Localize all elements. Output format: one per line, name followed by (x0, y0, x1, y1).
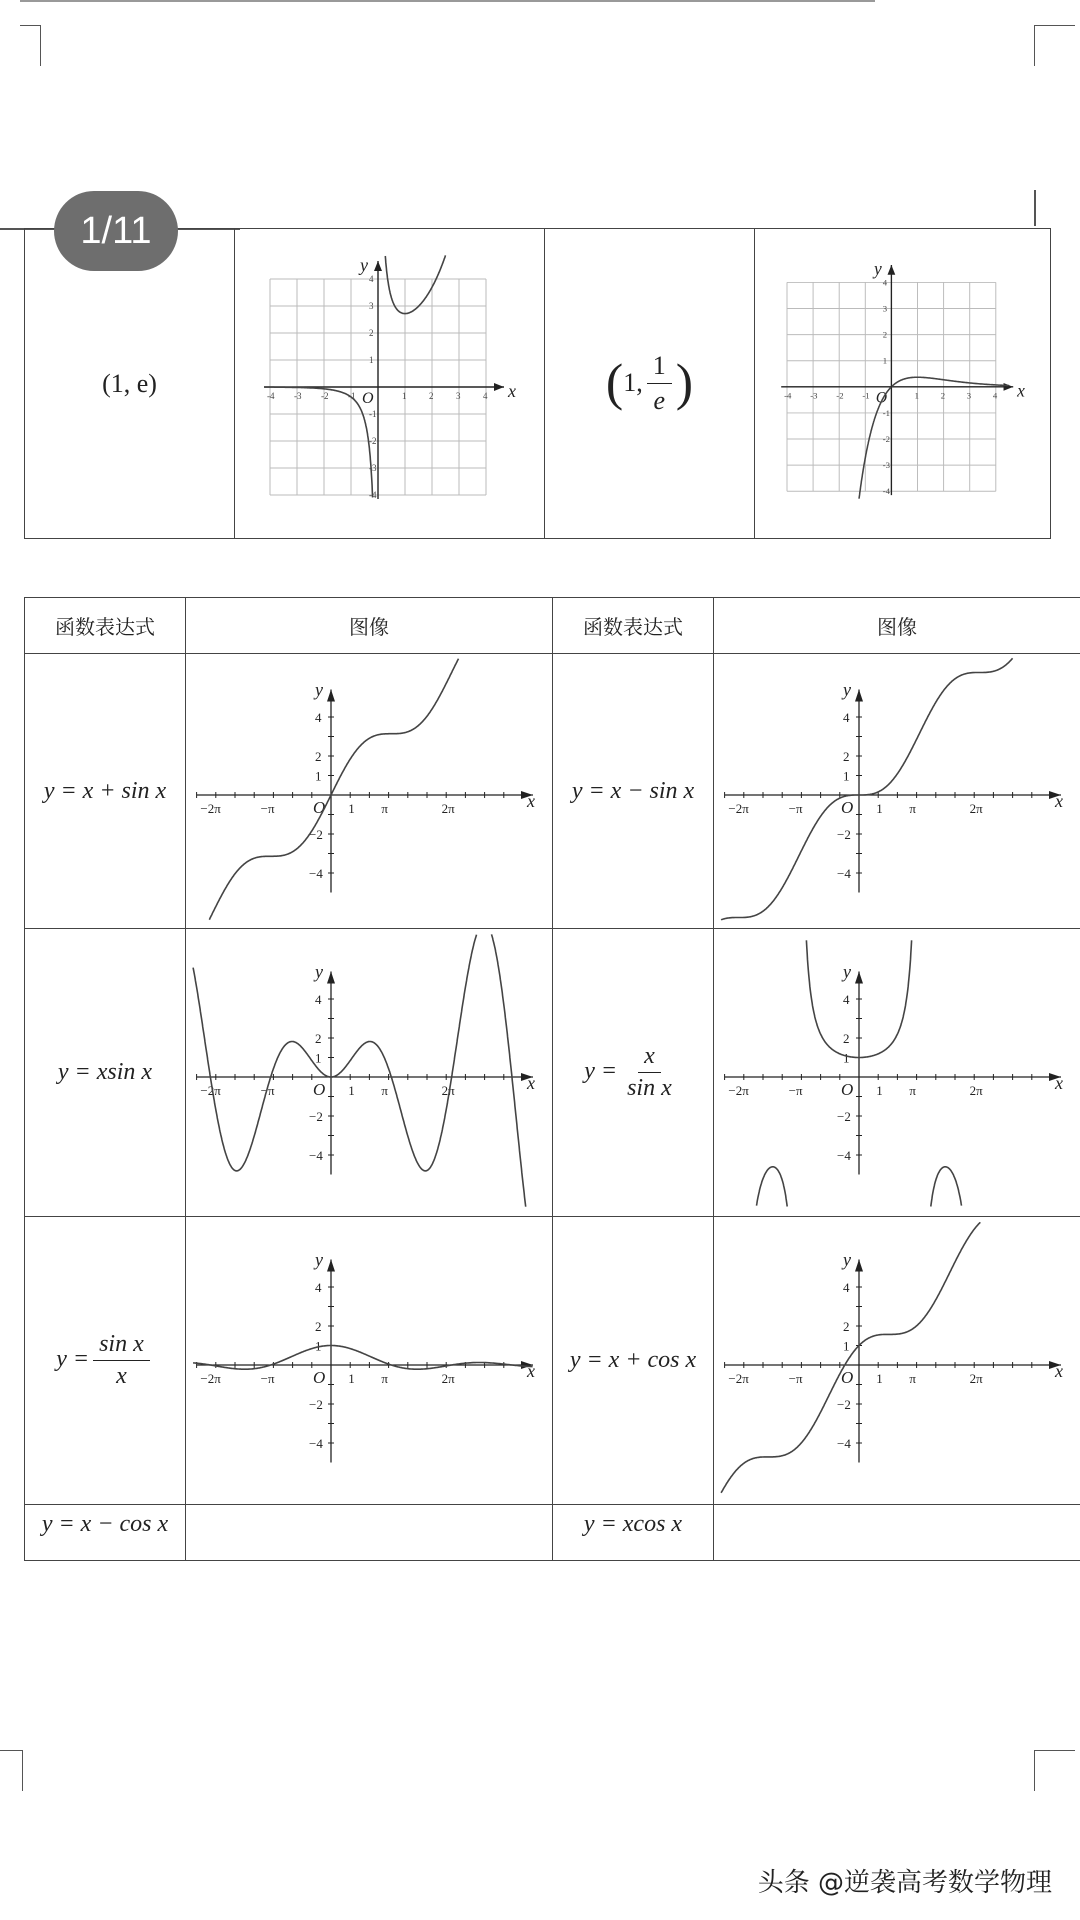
y-tick-label: 1 (315, 768, 322, 784)
x-tick-label: π (909, 1370, 916, 1386)
y-axis-arrow (327, 690, 335, 702)
function-curve (721, 658, 1013, 920)
graph-cell-sin-over-x (186, 1217, 553, 1505)
y-tick-label: 4 (843, 1279, 850, 1295)
x-axis-label: x (1055, 1360, 1063, 1381)
y-tick-label: 1 (843, 1338, 850, 1353)
y-tick-label: -3 (882, 459, 890, 470)
x-tick-label: −π (260, 801, 275, 816)
page-counter-badge[interactable]: 1/11 (54, 191, 178, 271)
y-tick-label: 4 (843, 991, 850, 1007)
top-rule (20, 0, 875, 2)
y-tick-label: -3 (368, 462, 376, 473)
x-tick-label: 2 (428, 390, 433, 401)
y-tick-label: -4 (368, 489, 376, 500)
y-axis-arrow (855, 690, 863, 702)
x-tick-label: 1 (348, 801, 355, 816)
function-curve (891, 377, 1008, 386)
y-axis-arrow (855, 971, 863, 983)
y-tick-label: −2 (837, 1396, 851, 1412)
function-curve (385, 255, 445, 313)
x-axis-arrow (494, 383, 504, 391)
x-tick-label: 1 (876, 1082, 883, 1098)
graph-cell-x-plus-sin (186, 654, 553, 929)
header-expr-left: 函数表达式 (25, 598, 186, 654)
y-tick-label: 2 (843, 1030, 850, 1046)
x-tick-label: 4 (482, 390, 487, 401)
point-cell-1 (25, 229, 235, 539)
crop-line-right (1034, 190, 1036, 226)
expr-x-plus-cos: y = x + cos x (553, 1217, 714, 1505)
x-tick-label: -1 (347, 390, 355, 401)
y-tick-label: −4 (837, 1147, 851, 1163)
x-tick-label: −π (788, 801, 803, 816)
header-image-right: 图像 (714, 598, 1080, 654)
x-axis-arrow (1003, 382, 1013, 390)
x-tick-label: π (381, 801, 388, 816)
x-tick-label: -1 (861, 389, 870, 400)
origin-label: O (313, 1079, 326, 1099)
x-tick-label: −2π (728, 1082, 749, 1098)
origin-label: O (841, 1367, 854, 1387)
expr-x-sin: y = xsin x (25, 929, 186, 1217)
header-image-left: 图像 (186, 598, 553, 654)
x-tick-label: 1 (914, 389, 919, 400)
x-axis-label: x (527, 1072, 535, 1093)
x-tick-label: 2π (969, 1082, 983, 1098)
y-tick-label: −4 (837, 1435, 851, 1451)
y-tick-label: 2 (315, 1318, 322, 1334)
expr-x-over-sin: y = $\frac{x}{\text{sin x}}$ (553, 929, 714, 1217)
x-tick-label: 3 (455, 390, 460, 401)
y-axis-label: y (315, 679, 323, 700)
y-tick-label: 1 (315, 1338, 322, 1353)
y-axis-label: y (315, 961, 323, 981)
origin-label: O (841, 798, 854, 817)
y-tick-label: -2 (882, 433, 890, 444)
graph-x-sin-x (189, 930, 549, 1212)
y-axis-arrow (855, 1259, 863, 1271)
graph-sin-x-over-x (189, 1218, 549, 1500)
y-axis-arrow (374, 261, 382, 271)
x-tick-label: −π (788, 1082, 803, 1098)
x-tick-label: 1 (401, 390, 406, 401)
y-axis-label: y (843, 1249, 851, 1269)
y-axis-label: y (843, 961, 851, 981)
graph-x-minus-sin-x (717, 654, 1077, 924)
x-tick-label: -3 (293, 390, 301, 401)
graph-cell-x-over-sin (714, 929, 1080, 1217)
y-tick-label: -2 (368, 435, 376, 446)
x-tick-label: −π (260, 1082, 275, 1098)
graph-cell-1 (235, 229, 545, 539)
y-tick-label: 4 (315, 710, 322, 725)
y-axis-label: y (359, 254, 368, 275)
y-axis-label: y (843, 679, 851, 700)
x-tick-label: 2π (441, 801, 455, 816)
x-axis-label: x (527, 1360, 535, 1381)
graph-e-x-over-x (240, 232, 540, 532)
origin-label: O (361, 389, 374, 407)
y-tick-label: 2 (843, 749, 850, 764)
y-axis-arrow (327, 971, 335, 983)
point-label-1: (1, e) (102, 368, 157, 398)
x-tick-label: -2 (320, 390, 328, 401)
y-tick-label: 1 (843, 768, 850, 784)
expr-sin-over-x: y = $\frac{\text{sin x}}{x}$ (25, 1217, 186, 1505)
graph-x-over-sin-x (717, 930, 1077, 1212)
y-tick-label: 4 (368, 273, 373, 284)
origin-label: O (313, 1367, 326, 1387)
y-tick-label: −2 (309, 1396, 323, 1412)
origin-label: O (313, 798, 326, 817)
crop-mark-bl (0, 1750, 23, 1791)
x-tick-label: −2π (728, 801, 749, 816)
expr-x-plus-sin: y = x + sin x (25, 654, 186, 929)
y-tick-label: 3 (882, 302, 887, 313)
crop-mark-br (1034, 1750, 1075, 1791)
y-tick-label: −4 (309, 1147, 323, 1163)
x-tick-label: 2π (969, 1370, 983, 1386)
x-tick-label: −π (788, 1370, 803, 1386)
y-tick-label: -1 (882, 407, 890, 418)
x-tick-label: -2 (835, 389, 844, 400)
x-tick-label: −2π (200, 1370, 221, 1386)
graph-x-plus-cos-x (717, 1218, 1077, 1500)
graph-cell-x-minus-sin (714, 654, 1080, 929)
function-curve (757, 1166, 788, 1206)
x-tick-label: 1 (348, 1370, 355, 1386)
graph-cell-x-plus-cos (714, 1217, 1080, 1505)
header-expr-right: 函数表达式 (553, 598, 714, 654)
x-tick-label: 2π (969, 801, 983, 816)
x-tick-label: -4 (783, 389, 791, 400)
function-curve (209, 659, 458, 920)
function-curve (931, 1166, 962, 1206)
graph-cell-x-minus-cos (186, 1505, 553, 1561)
expr-x-minus-sin: y = x − sin x (553, 654, 714, 929)
y-tick-label: 1 (315, 1050, 322, 1065)
x-axis-label: x (1055, 1072, 1063, 1093)
origin-label: O (841, 1079, 854, 1099)
x-axis-label: x (1055, 791, 1063, 811)
y-tick-label: −4 (309, 866, 323, 881)
y-axis-arrow (887, 265, 895, 275)
expr-x-cos: y = xcos x (553, 1505, 714, 1561)
y-axis-label: y (315, 1249, 323, 1269)
x-tick-label: −2π (728, 1370, 749, 1386)
y-tick-label: −4 (309, 1435, 323, 1451)
x-tick-label: π (381, 1082, 388, 1098)
crop-mark-tr (1034, 25, 1075, 66)
function-table (24, 597, 1080, 1561)
y-tick-label: −2 (837, 1108, 851, 1124)
x-axis-label: x (1016, 380, 1025, 400)
expr-x-minus-cos: y = x − cos x (25, 1505, 186, 1561)
x-axis-label: x (527, 791, 535, 811)
x-tick-label: π (909, 801, 916, 816)
x-tick-label: -3 (809, 389, 817, 400)
crop-mark-tl (20, 25, 41, 66)
top-table (24, 228, 1051, 539)
x-tick-label: 1 (876, 801, 883, 816)
y-tick-label: 4 (315, 1279, 322, 1295)
y-tick-label: −2 (309, 1108, 323, 1124)
graph-x-over-e-x (758, 232, 1048, 532)
y-tick-label: 2 (315, 1030, 322, 1046)
y-tick-label: 1 (882, 355, 887, 366)
x-tick-label: 1 (348, 1082, 355, 1098)
x-tick-label: 2π (441, 1082, 455, 1098)
x-tick-label: -4 (266, 390, 274, 401)
graph-cell-x-sin (186, 929, 553, 1217)
y-tick-label: 4 (882, 276, 887, 287)
point-label-2: (1, $\frac{1}{e}$ ) (605, 351, 694, 415)
graph-cell-x-cos (714, 1505, 1080, 1561)
x-tick-label: 2 (940, 389, 945, 400)
x-axis-label: x (507, 380, 516, 401)
x-tick-label: π (381, 1370, 388, 1386)
y-tick-label: 2 (843, 1318, 850, 1334)
y-tick-label: 1 (368, 354, 373, 365)
y-tick-label: 3 (368, 300, 373, 311)
function-curve (193, 934, 476, 1170)
y-tick-label: 4 (315, 991, 322, 1007)
point-cell-2 (545, 229, 755, 539)
y-tick-label: −4 (837, 866, 851, 881)
x-tick-label: 1 (876, 1370, 883, 1386)
y-tick-label: -1 (368, 408, 376, 419)
y-tick-label: −2 (309, 827, 323, 842)
x-tick-label: 4 (992, 389, 997, 400)
x-tick-label: −2π (200, 801, 221, 816)
x-tick-label: 2π (441, 1370, 455, 1386)
function-curve (492, 934, 526, 1206)
x-tick-label: −π (260, 1370, 275, 1386)
y-tick-label: 2 (315, 749, 322, 764)
y-axis-label: y (873, 258, 882, 279)
x-tick-label: 3 (966, 389, 971, 400)
x-tick-label: π (909, 1082, 916, 1098)
function-curve (264, 387, 372, 497)
x-tick-label: −2π (200, 1082, 221, 1098)
y-tick-label: 4 (843, 710, 850, 725)
graph-cell-2 (755, 229, 1051, 539)
y-tick-label: 2 (882, 329, 887, 340)
y-tick-label: 2 (368, 327, 373, 338)
graph-x-plus-sin-x (189, 654, 549, 924)
y-tick-label: -4 (882, 485, 890, 496)
origin-label: O (875, 388, 887, 406)
y-axis-arrow (327, 1259, 335, 1271)
y-tick-label: −2 (837, 827, 851, 842)
y-tick-label: 1 (843, 1050, 850, 1065)
footer-watermark: 头条 @逆袭高考数学物理 (757, 1868, 1052, 1898)
